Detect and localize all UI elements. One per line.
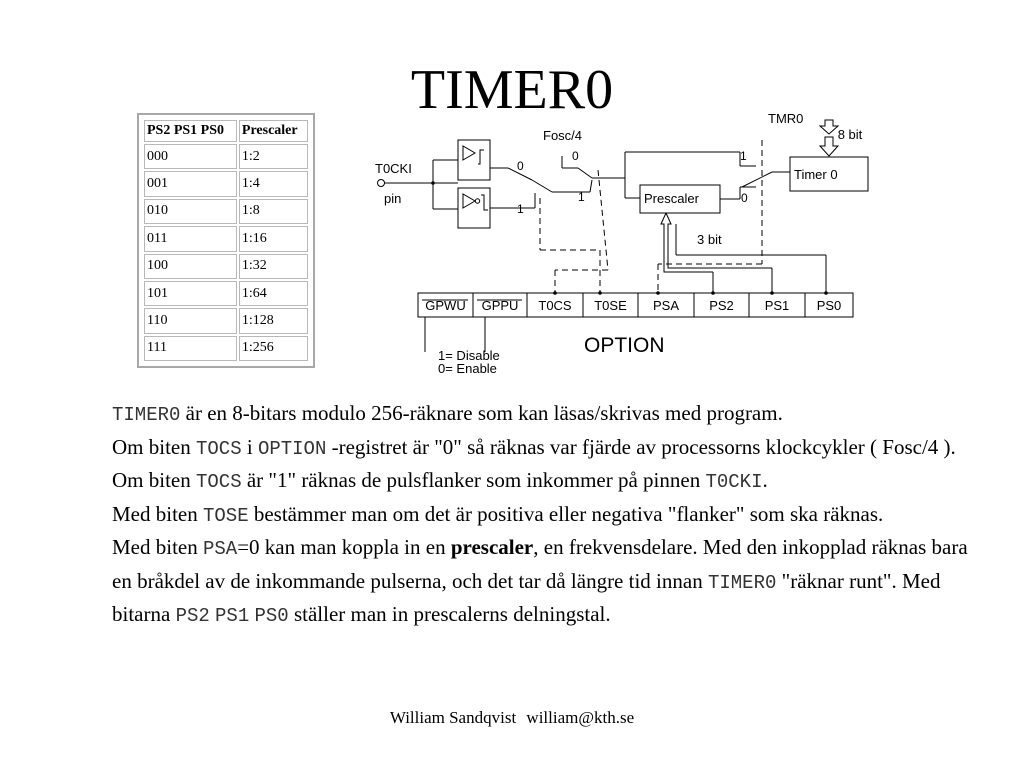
table-cell-bits: 000 xyxy=(144,144,237,169)
slide-footer xyxy=(0,708,1024,728)
three-bit-label: 3 bit xyxy=(697,232,722,247)
footer-author: William Sandqvist xyxy=(389,708,517,727)
paragraph-psa xyxy=(112,532,992,633)
table-cell-ratio: 1:128 xyxy=(239,308,308,333)
option-bit-t0se: T0SE xyxy=(594,298,627,313)
option-bit-t0cs: T0CS xyxy=(538,298,572,313)
option-bit-gpwu: GPWU xyxy=(425,298,466,313)
t0cki-label: T0CKI xyxy=(375,161,412,176)
option-bit-gppu: GPPU xyxy=(481,298,519,313)
text-span: "räknar runt". Med bitarna xyxy=(112,568,941,626)
option-bit-psa: PSA xyxy=(652,298,680,313)
code-ps1: PS1 xyxy=(215,605,250,627)
table-cell-bits: 011 xyxy=(144,226,237,251)
paragraph-tocs-1 xyxy=(112,465,992,499)
table-cell-bits: 111 xyxy=(144,336,237,361)
table-row xyxy=(144,199,308,224)
paragraph-timer0 xyxy=(112,398,992,432)
bold-prescaler: prescaler xyxy=(450,535,534,559)
table-row xyxy=(144,226,308,251)
table-row xyxy=(144,308,308,333)
table-header-ps-bits: PS2 PS1 PS0 xyxy=(144,120,237,142)
mux1-input-0-label: 0 xyxy=(517,159,524,173)
table-cell-bits: 010 xyxy=(144,199,237,224)
table-header-prescaler: Prescaler xyxy=(239,120,308,142)
code-tocs: TOCS xyxy=(196,471,242,493)
body-text xyxy=(112,398,992,633)
mux3-input-0-label: 0 xyxy=(741,191,748,205)
text-span: i xyxy=(241,434,258,459)
footer-email: william@kth.se xyxy=(526,708,635,727)
eight-bit-label: 8 bit xyxy=(837,127,863,142)
option-register-name: OPTION xyxy=(584,334,665,357)
table-cell-bits: 101 xyxy=(144,281,237,306)
table-cell-ratio: 1:8 xyxy=(239,199,308,224)
code-t0cki: T0CKI xyxy=(705,471,763,493)
code-option: OPTION xyxy=(257,437,327,460)
code-ps0: PS0 xyxy=(254,605,289,627)
t0cki-pin-terminal xyxy=(378,180,385,187)
slide-title: TIMER0 xyxy=(410,59,614,121)
mux1-input-1-label: 1 xyxy=(517,202,524,216)
table-row xyxy=(144,254,308,279)
text-span: är "1" räknas de pulsflanker som inkommer på pinnen xyxy=(241,468,706,492)
mux2-input-1-label: 1 xyxy=(578,190,585,204)
code-tocs: TOCS xyxy=(196,437,242,460)
pin-label: pin xyxy=(384,191,402,206)
table-cell-ratio: 1:4 xyxy=(239,171,308,196)
legend-disable: 1= Disable xyxy=(438,348,500,363)
table-cell-bits: 110 xyxy=(144,308,237,333)
tmr0-bus-label: TMR0 xyxy=(768,111,804,126)
code-psa: PSA xyxy=(202,538,238,560)
prescaler-table-grid xyxy=(142,118,310,363)
table-cell-ratio: 1:16 xyxy=(239,226,308,251)
table-cell-ratio: 1:256 xyxy=(239,336,308,361)
mux2-input-0-label: 0 xyxy=(572,149,579,163)
table-row xyxy=(144,336,308,361)
text-span: ställer man in prescalerns delningstal. xyxy=(288,602,611,626)
text-span: =0 kan man koppla in en xyxy=(237,535,451,559)
text-span: bestämmer man om det är positiva eller negativa "flanker" som ska räknas. xyxy=(248,501,884,526)
code-timer0: TIMER0 xyxy=(707,571,777,594)
text-span: . xyxy=(762,468,768,492)
mux3-input-1-label: 1 xyxy=(740,149,747,163)
text-span: Med biten xyxy=(112,501,203,526)
timer0-label: Timer 0 xyxy=(794,167,838,182)
paragraph-tose xyxy=(112,499,992,533)
timer0-block-diagram xyxy=(360,100,880,385)
text-span: , en frekvensdelare. Med den inkopplad räknas bara en bråkdel av de inkommande pulserna, och det tar då längre tid innan xyxy=(112,535,968,593)
table-cell-bits: 001 xyxy=(144,171,237,196)
table-row xyxy=(144,171,308,196)
code-tose: TOSE xyxy=(202,504,249,527)
table-row xyxy=(144,144,308,169)
fosc4-label: Fosc/4 xyxy=(543,128,583,143)
code-ps2: PS2 xyxy=(175,605,210,627)
table-row xyxy=(144,281,308,306)
table-header-row xyxy=(144,120,308,142)
table-cell-bits: 100 xyxy=(144,254,237,279)
code-timer0: TIMER0 xyxy=(112,404,181,426)
option-bit-ps1: PS1 xyxy=(764,298,790,313)
table-cell-ratio: 1:64 xyxy=(239,281,308,306)
paragraph-tocs-0 xyxy=(112,432,992,466)
option-bit-ps0: PS0 xyxy=(816,298,842,313)
table-cell-ratio: 1:2 xyxy=(239,144,308,169)
text-span: är en 8-bitars modulo 256-räknare som kan läsas/skrivas med program. xyxy=(180,401,783,425)
legend-enable: 0= Enable xyxy=(438,361,497,376)
prescaler-label: Prescaler xyxy=(644,191,699,206)
text-span: Om biten xyxy=(112,434,196,459)
text-span: Med biten xyxy=(112,535,203,559)
text-span: Om biten xyxy=(112,468,196,492)
table-cell-ratio: 1:32 xyxy=(239,254,308,279)
prescaler-table xyxy=(137,113,315,368)
text-span: -registret är "0" så räknas var fjärde av processorns klockcykler ( Fosc/4 ). xyxy=(326,434,956,459)
option-bit-ps2: PS2 xyxy=(709,298,734,313)
